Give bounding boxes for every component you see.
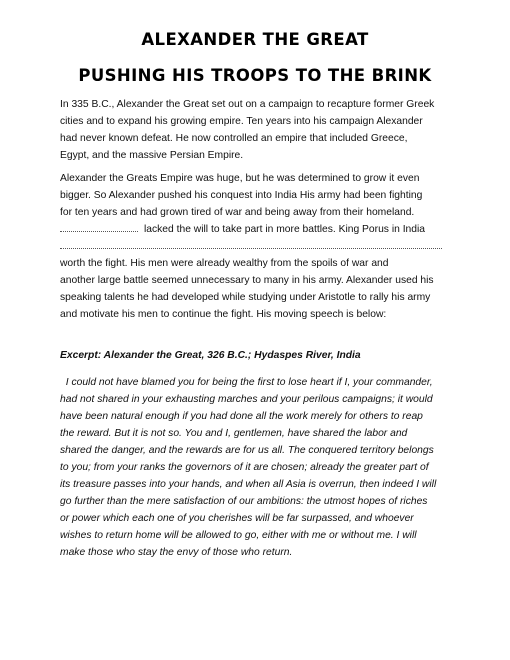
- speech-line: go further than the mere satisfaction of our ambitions: the utmost hopes of riches: [60, 496, 428, 507]
- text-line: cities and to expand his growing empire. Ten years into his campaign Alexander: [60, 116, 423, 127]
- text-fragment: lacked the will to take part in more battles. King Porus in India: [144, 224, 426, 235]
- text-line: Egypt, and the massive Persian Empire.: [60, 150, 244, 161]
- context-paragraph: [60, 170, 460, 323]
- speech-line: its treasure passes into your hands, and when all Asia is overrun, then indeed I will: [60, 479, 437, 490]
- speech-line: had not shared in your exhausting marches and your perilous campaigns; it would: [60, 394, 433, 405]
- text-line: speaking talents he had developed while studying under Aristotle to rally his army: [60, 292, 431, 303]
- document-subtitle: PUSHING HIS TROOPS TO THE BRINK: [78, 66, 432, 85]
- speech-line: the reward. But it is not so. You and I, gentlemen, have shared the labor and: [60, 428, 408, 439]
- text-line: for ten years and had grown tired of war and being away from their homeland.: [60, 207, 415, 218]
- speech-line: shared the danger, and the rewards are for us all. The conquered territory belongs: [60, 445, 434, 456]
- speech-line: have been natural enough if you had done all the work merely for others to reap: [60, 411, 423, 422]
- text-line: and motivate his men to continue the fight. His moving speech is below:: [60, 309, 387, 320]
- intro-paragraph: [60, 96, 460, 164]
- fill-in-blank[interactable]: [60, 222, 138, 232]
- speech-line: make those who stay the envy of those who return.: [60, 547, 293, 558]
- excerpt-speech: [60, 374, 463, 561]
- excerpt-heading: Excerpt: Alexander the Great, 326 B.C.; Hydaspes River, India: [60, 350, 361, 361]
- speech-line: to you; from your ranks the governors of it are chosen; already the greater part of: [60, 462, 429, 473]
- speech-line: or power which each one of you cherishes will be far surpassed, and whoever: [60, 513, 414, 524]
- speech-line: wishes to return home will be allowed to go, either with me or without me. I will: [60, 530, 417, 541]
- document-title: ALEXANDER THE GREAT: [141, 30, 369, 49]
- text-line: In 335 B.C., Alexander the Great set out on a campaign to recapture former Greek: [60, 99, 435, 110]
- text-line: had never known defeat. He now controlled an empire that included Greece,: [60, 133, 408, 144]
- text-line: Alexander the Greats Empire was huge, but he was determined to grow it even: [60, 173, 420, 184]
- text-line: another large battle seemed unnecessary to many in his army. Alexander used his: [60, 275, 434, 286]
- text-line: worth the fight. His men were already wealthy from the spoils of war and: [60, 258, 389, 269]
- fill-in-blank[interactable]: [60, 238, 442, 249]
- text-line-with-blank: [60, 221, 460, 238]
- speech-line: I could not have blamed you for being the first to lose heart if I, your commander,: [60, 377, 433, 388]
- blank-line: [60, 238, 460, 255]
- text-line: bigger. So Alexander pushed his conquest into India His army had been fighting: [60, 190, 423, 201]
